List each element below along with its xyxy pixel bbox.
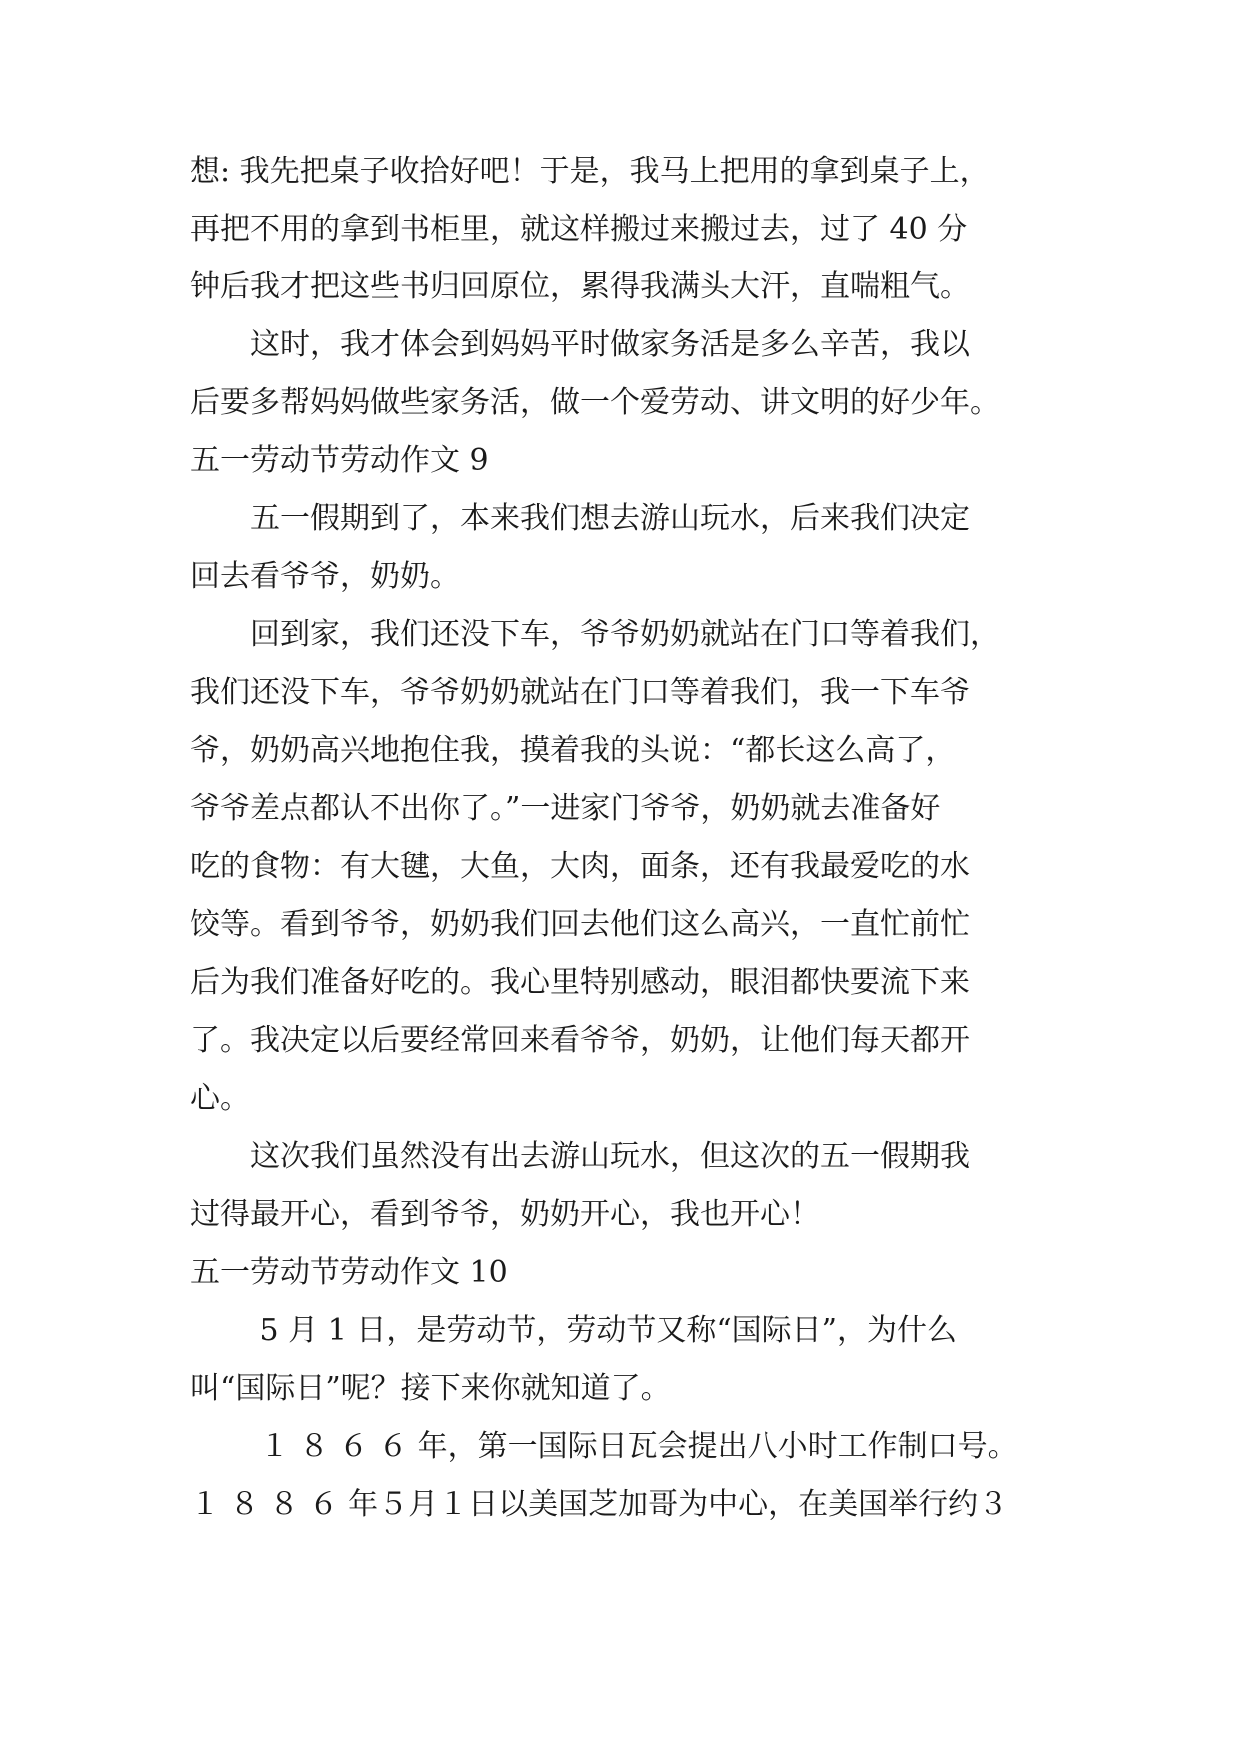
paragraph-line: 钟后我才把这些书归回原位，累得我满头大汗，直喘粗气。 <box>190 269 970 304</box>
paragraph-line: 后为我们准备好吃的。我心里特别感动，眼泪都快要流下来 <box>190 965 970 1000</box>
paragraph-line: 再把不用的拿到书柜里，就这样搬过来搬过去，过了 40 分 <box>190 212 968 247</box>
paragraph-line: 心。 <box>190 1081 250 1116</box>
paragraph-line: 这次我们虽然没有出去游山玩水，但这次的五一假期我 <box>190 1139 970 1174</box>
paragraph-line: 我们还没下车，爷爷奶奶就站在门口等着我们，我一下车爷 <box>190 675 970 710</box>
paragraph-line: 后要多帮妈妈做些家务活，做一个爱劳动、讲文明的好少年。 <box>190 385 1000 420</box>
paragraph-line: 5 月 1 日，是劳动节，劳动节又称“国际日”，为什么 <box>190 1313 957 1348</box>
paragraph-line: 回去看爷爷，奶奶。 <box>190 559 460 594</box>
paragraph-line: 这时，我才体会到妈妈平时做家务活是多么辛苦，我以 <box>190 327 970 362</box>
paragraph-line: 过得最开心，看到爷爷，奶奶开心，我也开心！ <box>190 1197 820 1232</box>
paragraph-line: 五一假期到了，本来我们想去游山玩水，后来我们决定 <box>190 501 970 536</box>
paragraph-line: 叫“国际日”呢？接下来你就知道了。 <box>190 1371 671 1406</box>
section-heading: 五一劳动节劳动作文 10 <box>190 1255 508 1290</box>
paragraph-line: 想: 我先把桌子收拾好吧！于是，我马上把用的拿到桌子上， <box>190 154 990 189</box>
paragraph-line: １ ８ ８ ６ 年５月１日以美国芝加哥为中心，在美国举行约３ <box>190 1487 1009 1522</box>
paragraph-line: 回到家，我们还没下车，爷爷奶奶就站在门口等着我们， <box>190 617 1000 652</box>
section-heading: 五一劳动节劳动作文 9 <box>190 443 489 478</box>
paragraph-line: 爷爷差点都认不出你了。”一进家门爷爷，奶奶就去准备好 <box>190 791 941 826</box>
paragraph-line: 爷，奶奶高兴地抱住我，摸着我的头说：“都长这么高了， <box>190 733 956 768</box>
paragraph-line: 饺等。看到爷爷，奶奶我们回去他们这么高兴，一直忙前忙 <box>190 907 970 942</box>
paragraph-line: １ ８ ６ ６ 年，第一国际日瓦会提出八小时工作制口号。 <box>190 1429 1018 1464</box>
paragraph-line: 吃的食物：有大毽，大鱼，大肉，面条，还有我最爱吃的水 <box>190 849 970 884</box>
paragraph-line: 了。我决定以后要经常回来看爷爷，奶奶，让他们每天都开 <box>190 1023 970 1058</box>
